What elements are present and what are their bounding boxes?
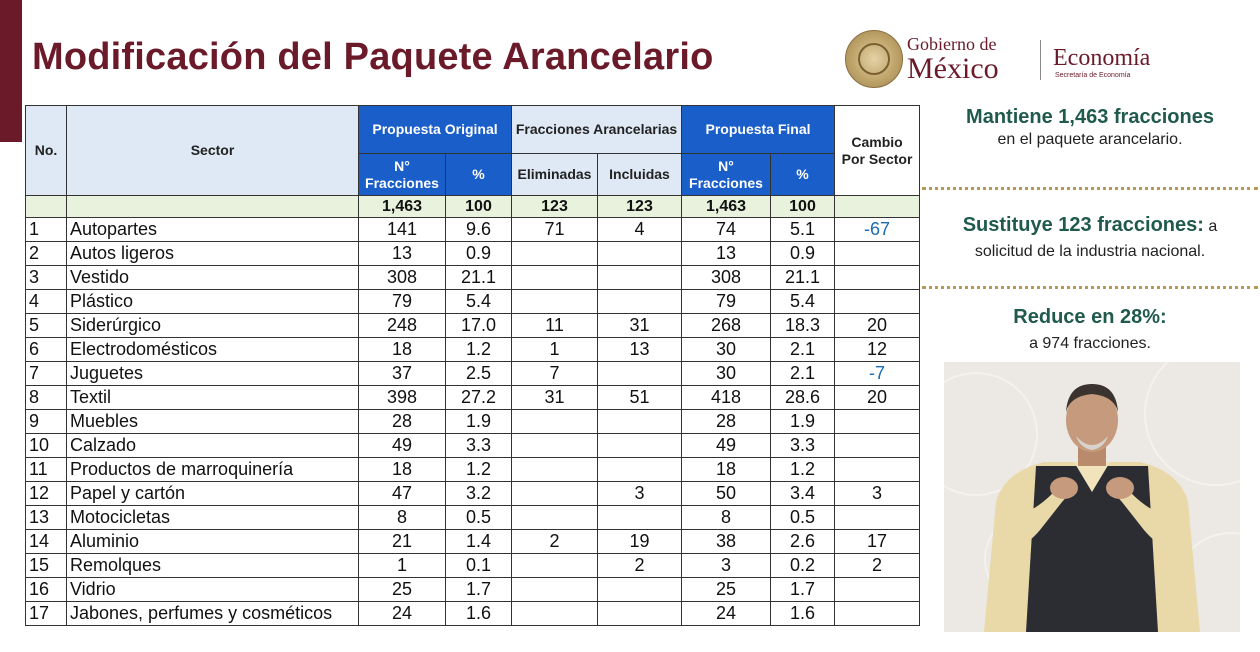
header-final-n: N° Fracciones <box>682 154 771 196</box>
row-sector: Electrodomésticos <box>67 338 359 362</box>
header-propuesta-final: Propuesta Final <box>682 106 835 154</box>
row-orig-n: 18 <box>359 338 446 362</box>
row-final-pct: 21.1 <box>771 266 835 290</box>
header-propuesta-original: Propuesta Original <box>359 106 512 154</box>
row-final-pct: 0.2 <box>771 554 835 578</box>
row-final-pct: 1.6 <box>771 602 835 626</box>
row-no: 17 <box>26 602 67 626</box>
row-orig-n: 79 <box>359 290 446 314</box>
row-sector: Calzado <box>67 434 359 458</box>
total-row <box>26 196 920 218</box>
row-orig-pct: 2.5 <box>446 362 512 386</box>
row-orig-pct: 0.5 <box>446 506 512 530</box>
row-final-n: 13 <box>682 242 771 266</box>
row-incluidas: 2 <box>598 554 682 578</box>
row-final-pct: 18.3 <box>771 314 835 338</box>
header-orig-pct: % <box>446 154 512 196</box>
row-orig-pct: 17.0 <box>446 314 512 338</box>
row-orig-pct: 1.9 <box>446 410 512 434</box>
row-cambio: 20 <box>835 386 920 410</box>
header-fracciones-arancelarias: Fracciones Arancelarias <box>512 106 682 154</box>
row-incluidas: 51 <box>598 386 682 410</box>
row-orig-n: 398 <box>359 386 446 410</box>
table-row <box>26 386 920 410</box>
row-incluidas <box>598 410 682 434</box>
table-row <box>26 482 920 506</box>
logo-divider <box>1040 40 1041 80</box>
table-row <box>26 602 920 626</box>
row-eliminadas <box>512 578 598 602</box>
row-orig-n: 8 <box>359 506 446 530</box>
row-sector: Siderúrgico <box>67 314 359 338</box>
row-orig-n: 24 <box>359 602 446 626</box>
row-incluidas <box>598 290 682 314</box>
row-orig-n: 25 <box>359 578 446 602</box>
logo-gobierno-top: Gobierno de <box>907 34 997 54</box>
row-cambio: -67 <box>835 218 920 242</box>
row-sector: Motocicletas <box>67 506 359 530</box>
header-cambio: Cambio Por Sector <box>835 106 920 196</box>
row-no: 14 <box>26 530 67 554</box>
row-final-n: 30 <box>682 338 771 362</box>
row-orig-n: 47 <box>359 482 446 506</box>
row-no: 1 <box>26 218 67 242</box>
row-eliminadas <box>512 458 598 482</box>
row-cambio <box>835 506 920 530</box>
info-2-text: solicitud de la industria nacional. <box>974 243 1206 260</box>
dotted-divider <box>922 286 1258 289</box>
row-final-n: 79 <box>682 290 771 314</box>
row-incluidas <box>598 362 682 386</box>
row-final-n: 74 <box>682 218 771 242</box>
row-no: 11 <box>26 458 67 482</box>
row-eliminadas <box>512 602 598 626</box>
logo-gobierno-bottom: México <box>907 52 999 85</box>
row-final-pct: 2.1 <box>771 338 835 362</box>
row-orig-pct: 3.2 <box>446 482 512 506</box>
row-no: 13 <box>26 506 67 530</box>
row-sector: Vestido <box>67 266 359 290</box>
row-eliminadas <box>512 410 598 434</box>
row-sector: Aluminio <box>67 530 359 554</box>
row-orig-pct: 1.6 <box>446 602 512 626</box>
row-orig-n: 248 <box>359 314 446 338</box>
row-no: 8 <box>26 386 67 410</box>
row-orig-n: 308 <box>359 266 446 290</box>
row-no: 9 <box>26 410 67 434</box>
row-sector: Papel y cartón <box>67 482 359 506</box>
row-final-pct: 3.4 <box>771 482 835 506</box>
row-eliminadas <box>512 554 598 578</box>
row-sector: Textil <box>67 386 359 410</box>
tariff-table <box>25 105 920 626</box>
row-final-pct: 1.7 <box>771 578 835 602</box>
table-row <box>26 434 920 458</box>
row-eliminadas: 2 <box>512 530 598 554</box>
total-elim: 123 <box>512 196 598 218</box>
row-no: 6 <box>26 338 67 362</box>
table-row <box>26 530 920 554</box>
row-incluidas <box>598 578 682 602</box>
table-row <box>26 578 920 602</box>
row-eliminadas: 11 <box>512 314 598 338</box>
row-cambio: 12 <box>835 338 920 362</box>
total-orig-pct: 100 <box>446 196 512 218</box>
info-3-text: a 974 fracciones. <box>1029 335 1151 352</box>
table-row <box>26 242 920 266</box>
row-eliminadas <box>512 482 598 506</box>
total-cambio <box>835 196 920 218</box>
row-no: 5 <box>26 314 67 338</box>
logo-economia-sub: Secretaría de Economía <box>1055 72 1131 79</box>
row-final-n: 8 <box>682 506 771 530</box>
table-row <box>26 218 920 242</box>
row-final-n: 268 <box>682 314 771 338</box>
info-1-text: en el paquete arancelario. <box>997 131 1183 148</box>
row-incluidas <box>598 458 682 482</box>
table-row <box>26 458 920 482</box>
row-final-n: 308 <box>682 266 771 290</box>
row-cambio <box>835 434 920 458</box>
row-sector: Productos de marroquinería <box>67 458 359 482</box>
row-cambio <box>835 266 920 290</box>
row-final-n: 50 <box>682 482 771 506</box>
row-orig-pct: 1.7 <box>446 578 512 602</box>
government-logo <box>845 30 1195 90</box>
row-final-n: 3 <box>682 554 771 578</box>
row-cambio <box>835 578 920 602</box>
row-cambio: 17 <box>835 530 920 554</box>
row-final-n: 418 <box>682 386 771 410</box>
total-no <box>26 196 67 218</box>
info-block-1 <box>922 106 1258 149</box>
row-final-n: 28 <box>682 410 771 434</box>
table-row <box>26 314 920 338</box>
dotted-divider <box>922 187 1258 190</box>
row-final-pct: 2.1 <box>771 362 835 386</box>
table-row <box>26 290 920 314</box>
row-no: 7 <box>26 362 67 386</box>
row-sector: Jabones, perfumes y cosméticos <box>67 602 359 626</box>
row-orig-n: 141 <box>359 218 446 242</box>
row-final-n: 49 <box>682 434 771 458</box>
row-orig-pct: 0.9 <box>446 242 512 266</box>
row-cambio: -7 <box>835 362 920 386</box>
info-block-2 <box>922 214 1258 261</box>
row-final-n: 25 <box>682 578 771 602</box>
row-sector: Plástico <box>67 290 359 314</box>
row-orig-n: 37 <box>359 362 446 386</box>
row-orig-pct: 1.2 <box>446 338 512 362</box>
header-no: No. <box>26 106 67 196</box>
row-orig-pct: 0.1 <box>446 554 512 578</box>
header-sector: Sector <box>67 106 359 196</box>
info-2-headline: Sustituye 123 fracciones: <box>962 214 1204 236</box>
row-sector: Juguetes <box>67 362 359 386</box>
row-orig-n: 13 <box>359 242 446 266</box>
row-cambio <box>835 290 920 314</box>
total-final-n: 1,463 <box>682 196 771 218</box>
row-orig-n: 28 <box>359 410 446 434</box>
row-sector: Autopartes <box>67 218 359 242</box>
row-final-pct: 5.4 <box>771 290 835 314</box>
row-final-n: 18 <box>682 458 771 482</box>
row-incluidas <box>598 506 682 530</box>
row-final-n: 24 <box>682 602 771 626</box>
header-incluidas: Incluidas <box>598 154 682 196</box>
row-orig-pct: 5.4 <box>446 290 512 314</box>
row-incluidas <box>598 242 682 266</box>
row-incluidas <box>598 434 682 458</box>
national-seal-icon <box>845 30 903 88</box>
header-eliminadas: Eliminadas <box>512 154 598 196</box>
page-title: Modificación del Paquete Arancelario <box>32 36 714 78</box>
row-eliminadas <box>512 242 598 266</box>
row-sector: Autos ligeros <box>67 242 359 266</box>
row-orig-pct: 21.1 <box>446 266 512 290</box>
row-no: 2 <box>26 242 67 266</box>
row-eliminadas <box>512 506 598 530</box>
row-cambio <box>835 602 920 626</box>
header-orig-n: N° Fracciones <box>359 154 446 196</box>
row-final-pct: 28.6 <box>771 386 835 410</box>
sign-language-interpreter-video <box>944 362 1240 632</box>
info-1-headline: Mantiene 1,463 fracciones <box>966 106 1214 128</box>
row-eliminadas <box>512 266 598 290</box>
row-sector: Remolques <box>67 554 359 578</box>
row-eliminadas: 1 <box>512 338 598 362</box>
row-incluidas: 3 <box>598 482 682 506</box>
row-orig-pct: 1.4 <box>446 530 512 554</box>
row-cambio: 2 <box>835 554 920 578</box>
row-eliminadas: 31 <box>512 386 598 410</box>
total-orig-n: 1,463 <box>359 196 446 218</box>
info-block-3 <box>922 306 1258 353</box>
row-cambio: 3 <box>835 482 920 506</box>
row-orig-n: 21 <box>359 530 446 554</box>
row-orig-n: 18 <box>359 458 446 482</box>
info-2-inline: a <box>1208 218 1218 235</box>
table-row <box>26 554 920 578</box>
total-final-pct: 100 <box>771 196 835 218</box>
table-row <box>26 410 920 434</box>
row-cambio: 20 <box>835 314 920 338</box>
row-sector: Muebles <box>67 410 359 434</box>
interpreter-figure-icon <box>944 362 1240 632</box>
header-final-pct: % <box>771 154 835 196</box>
row-cambio <box>835 242 920 266</box>
row-eliminadas <box>512 290 598 314</box>
accent-bar <box>0 0 22 142</box>
row-cambio <box>835 458 920 482</box>
row-incluidas: 4 <box>598 218 682 242</box>
row-sector: Vidrio <box>67 578 359 602</box>
row-orig-n: 49 <box>359 434 446 458</box>
info-3-headline: Reduce en 28%: <box>1013 306 1167 328</box>
table-row <box>26 362 920 386</box>
row-no: 3 <box>26 266 67 290</box>
row-final-pct: 3.3 <box>771 434 835 458</box>
row-eliminadas <box>512 434 598 458</box>
row-incluidas: 13 <box>598 338 682 362</box>
row-final-pct: 0.5 <box>771 506 835 530</box>
table-row <box>26 506 920 530</box>
row-final-pct: 0.9 <box>771 242 835 266</box>
row-final-pct: 1.9 <box>771 410 835 434</box>
row-no: 10 <box>26 434 67 458</box>
total-incl: 123 <box>598 196 682 218</box>
row-incluidas <box>598 266 682 290</box>
row-incluidas <box>598 602 682 626</box>
row-orig-pct: 27.2 <box>446 386 512 410</box>
row-orig-pct: 3.3 <box>446 434 512 458</box>
row-final-n: 38 <box>682 530 771 554</box>
row-no: 4 <box>26 290 67 314</box>
row-incluidas: 19 <box>598 530 682 554</box>
logo-economia: Economía <box>1053 45 1151 71</box>
row-eliminadas: 7 <box>512 362 598 386</box>
row-orig-pct: 1.2 <box>446 458 512 482</box>
row-final-n: 30 <box>682 362 771 386</box>
row-orig-n: 1 <box>359 554 446 578</box>
row-no: 12 <box>26 482 67 506</box>
total-sector <box>67 196 359 218</box>
row-no: 16 <box>26 578 67 602</box>
row-final-pct: 5.1 <box>771 218 835 242</box>
row-orig-pct: 9.6 <box>446 218 512 242</box>
row-no: 15 <box>26 554 67 578</box>
row-cambio <box>835 410 920 434</box>
row-final-pct: 2.6 <box>771 530 835 554</box>
table-row <box>26 338 920 362</box>
row-eliminadas: 71 <box>512 218 598 242</box>
row-incluidas: 31 <box>598 314 682 338</box>
row-final-pct: 1.2 <box>771 458 835 482</box>
table-row <box>26 266 920 290</box>
